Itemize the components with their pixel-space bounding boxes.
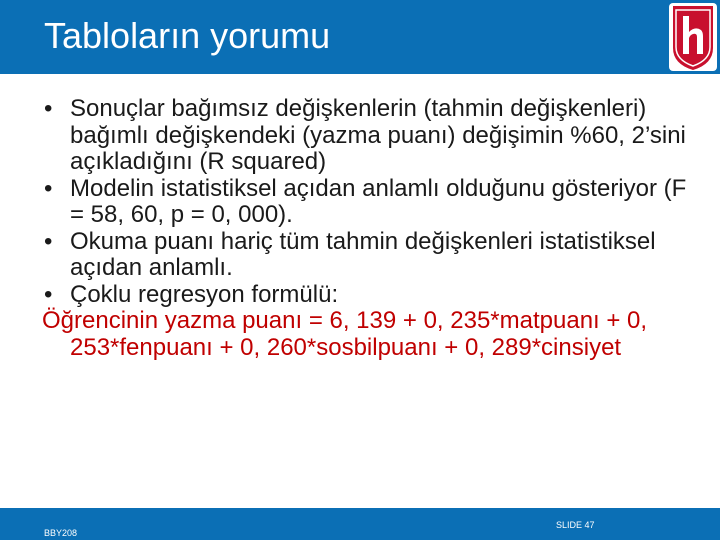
regression-formula: Öğrencinin yazma puanı = 6, 139 + 0, 235*matpuanı + 0, 253*fenpuanı + 0, 260*sosbilpuanı + 0, 289*cinsiyet xyxy=(42,307,648,361)
bullet-dot: • xyxy=(44,280,53,308)
bullet-text: Okuma puanı hariç tüm tahmin değişkenleri istatistiksel açıdan anlamlı. xyxy=(70,227,656,281)
bullet-item xyxy=(42,176,702,229)
bullet-text: Sonuçlar bağımsız değişkenlerin (tahmin değişkenleri) bağımlı değişkendeki (yazma puanı) değişimin %60, 2’sini açıkladığını (R squared) xyxy=(70,95,686,175)
bullet-text: Modelin istatistiksel açıdan anlamlı olduğunu gösteriyor (F = 58, 60, p = 0, 000). xyxy=(70,174,687,228)
university-h-logo-icon xyxy=(668,2,718,72)
bullet-item xyxy=(42,96,702,176)
title-bar xyxy=(0,0,720,74)
bullet-text: Çoklu regresyon formülü: xyxy=(70,280,339,308)
footer-bar xyxy=(0,508,720,540)
bullet-dot: • xyxy=(44,174,53,202)
bullet-dot: • xyxy=(44,95,53,122)
bullet-dot: • xyxy=(44,227,53,255)
bullet-item xyxy=(42,282,702,309)
slide-number: SLIDE 47 xyxy=(556,520,595,530)
slide-body xyxy=(42,96,702,361)
course-code: BBY208 xyxy=(44,528,78,538)
slide-title: Tabloların yorumu xyxy=(44,15,331,56)
bullet-item xyxy=(42,229,702,282)
